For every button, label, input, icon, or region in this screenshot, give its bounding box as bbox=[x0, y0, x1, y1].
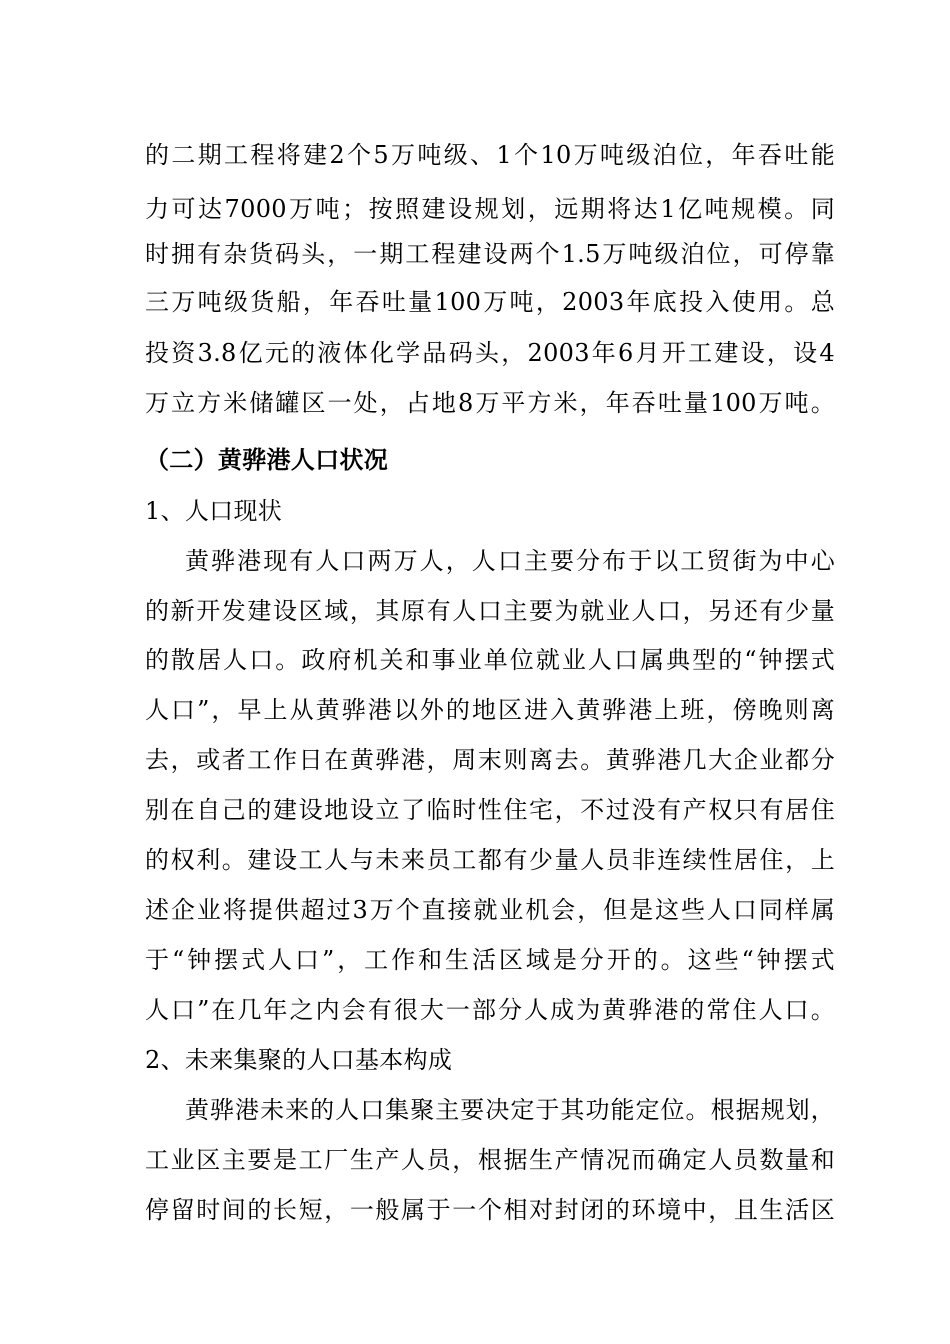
paragraph-line: 的新开发建设区域，其原有人口主要为就业人口，另还有少量 bbox=[145, 597, 835, 625]
paragraph-line: 停留时间的长短，一般属于一个相对封闭的环境中，且生活区 bbox=[145, 1196, 835, 1224]
paragraph-line: 的权利。建设工人与未来员工都有少量人员非连续性居住，上 bbox=[145, 846, 835, 874]
paragraph-line: 三万吨级货船，年吞吐量100万吨，2003年底投入使用。总 bbox=[145, 288, 835, 316]
paragraph-line: 人口”，早上从黄骅港以外的地区进入黄骅港上班，傍晚则离 bbox=[145, 696, 835, 724]
paragraph-line: 时拥有杂货码头，一期工程建设两个1.5万吨级泊位，可停靠 bbox=[145, 240, 835, 268]
paragraph-line: 万立方米储罐区一处，占地8万平方米，年吞吐量100万吨。 bbox=[145, 389, 835, 417]
subheading: 1、人口现状 bbox=[145, 497, 283, 525]
paragraph-line: 力可达7000万吨；按照建设规划，远期将达1亿吨规模。同 bbox=[145, 195, 835, 223]
paragraph-line: 工业区主要是工厂生产人员，根据生产情况而确定人员数量和 bbox=[145, 1146, 835, 1174]
paragraph-line: 人口”在几年之内会有很大一部分人成为黄骅港的常住人口。 bbox=[145, 996, 835, 1024]
paragraph-line: 于“钟摆式人口”，工作和生活区域是分开的。这些“钟摆式 bbox=[145, 946, 835, 974]
section-heading: （二）黄骅港人口状况 bbox=[145, 446, 388, 474]
paragraph-line: 的散居人口。政府机关和事业单位就业人口属典型的“钟摆式 bbox=[145, 646, 835, 674]
subheading: 2、未来集聚的人口基本构成 bbox=[145, 1046, 453, 1074]
paragraph-line: 的二期工程将建2个5万吨级、1个10万吨级泊位，年吞吐能 bbox=[145, 141, 835, 169]
paragraph-line: 别在自己的建设地设立了临时性住宅，不过没有产权只有居住 bbox=[145, 796, 835, 824]
paragraph-line: 黄骅港现有人口两万人，人口主要分布于以工贸街为中心 bbox=[185, 547, 835, 575]
paragraph-line: 投资3.8亿元的液体化学品码头，2003年6月开工建设，设4 bbox=[145, 339, 835, 367]
paragraph-line: 黄骅港未来的人口集聚主要决定于其功能定位。根据规划， bbox=[185, 1096, 835, 1124]
paragraph-line: 去，或者工作日在黄骅港，周末则离去。黄骅港几大企业都分 bbox=[145, 746, 835, 774]
paragraph-line: 述企业将提供超过3万个直接就业机会，但是这些人口同样属 bbox=[145, 896, 835, 924]
